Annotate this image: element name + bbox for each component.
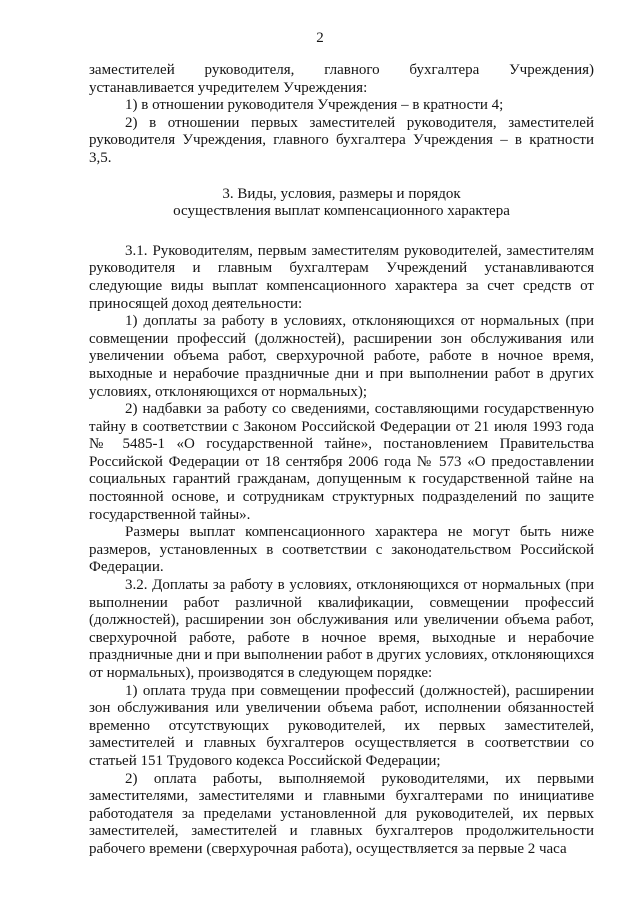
page-number: 2 (316, 30, 324, 46)
list-item-2-allowances: 2) надбавки за работу со сведениями, составляющими государственную тайну в соответствии с Законом Российской Федерации от 21 июля 1993 года № 5485-1 «О государственной тайне», постановлением Правительства Российской Федерации от 18 сентября 2006 года № 573 «О предоставлении социальных гарантий гражданам, допущенным к государственной тайне на постоянной основе, и сотрудникам структурных подразделений по защите государственной тайны». (89, 401, 594, 523)
paragraph-3-2: 3.2. Доплаты за работу в условиях, отклоняющихся от нормальных (при выполнении работ различной квалификации, совмещении профессий (должностей), расширении зон обслуживания или увеличении объема работ, сверхурочной работе, работе в ночное время, выходные и нерабочие праздничные дни и при выполнении работ в других условиях, отклоняющихся от нормальных), производятся в следующем порядке: (89, 577, 594, 681)
list-item-2-overtime: 2) оплата работы, выполняемой руководителями, их первыми заместителями, заместителями и главными бухгалтерами по инициативе работодателя за пределами установленной для руководителей, их первых заместителей, заместителей и главных бухгалтеров продолжительности рабочего времени (сверхурочная работа), осуществляется за первые 2 часа (89, 770, 594, 857)
paragraph-payment-sizes: Размеры выплат компенсационного характера не могут быть ниже размеров, установленных в соответствии с законодательством Российской Федерации. (89, 524, 594, 576)
list-item-2-ratio: 2) в отношении первых заместителей руководителя, заместителей руководителя Учреждения, главного бухгалтера Учреждения – в кратности 3,5. (89, 114, 594, 166)
section-heading-line-1: 3. Виды, условия, размеры и порядок (222, 185, 461, 202)
list-item-1-ratio: 1) в отношении руководителя Учреждения – в кратности 4; (125, 97, 504, 114)
list-item-1-combination: 1) оплата труда при совмещении профессий (должностей), расширении зон обслуживания или увеличении объема работ, исполнении обязанностей временно отсутствующих руководителей, их первых заместителей, заместителей и главных бухгалтеров осуществляется в соответствии со статьей 151 Трудового кодекса Российской Федерации; (89, 682, 594, 769)
list-item-1-surcharges: 1) доплаты за работу в условиях, отклоняющихся от нормальных (при совмещении профессий (должностей), расширении зон обслуживания или увеличении объема работ, сверхурочной работе, работе в ночное время, выходные и нерабочие праздничные дни и при выполнении работ в других условиях, отклоняющихся от нормальных); (89, 313, 594, 400)
document-body (89, 62, 594, 859)
paragraph-3-1: 3.1. Руководителям, первым заместителям руководителей, заместителям руководителя и главным бухгалтерам Учреждений устанавливаются следующие виды выплат компенсационного характера за счет средств от приносящей доход деятельности: (89, 242, 594, 312)
paragraph-continuation: заместителей руководителя, главного бухгалтера Учреждения) устанавливается учредителем Учреждения: (89, 62, 594, 96)
section-heading (89, 186, 594, 221)
section-heading-line-2: осуществления выплат компенсационного характера (173, 203, 510, 220)
